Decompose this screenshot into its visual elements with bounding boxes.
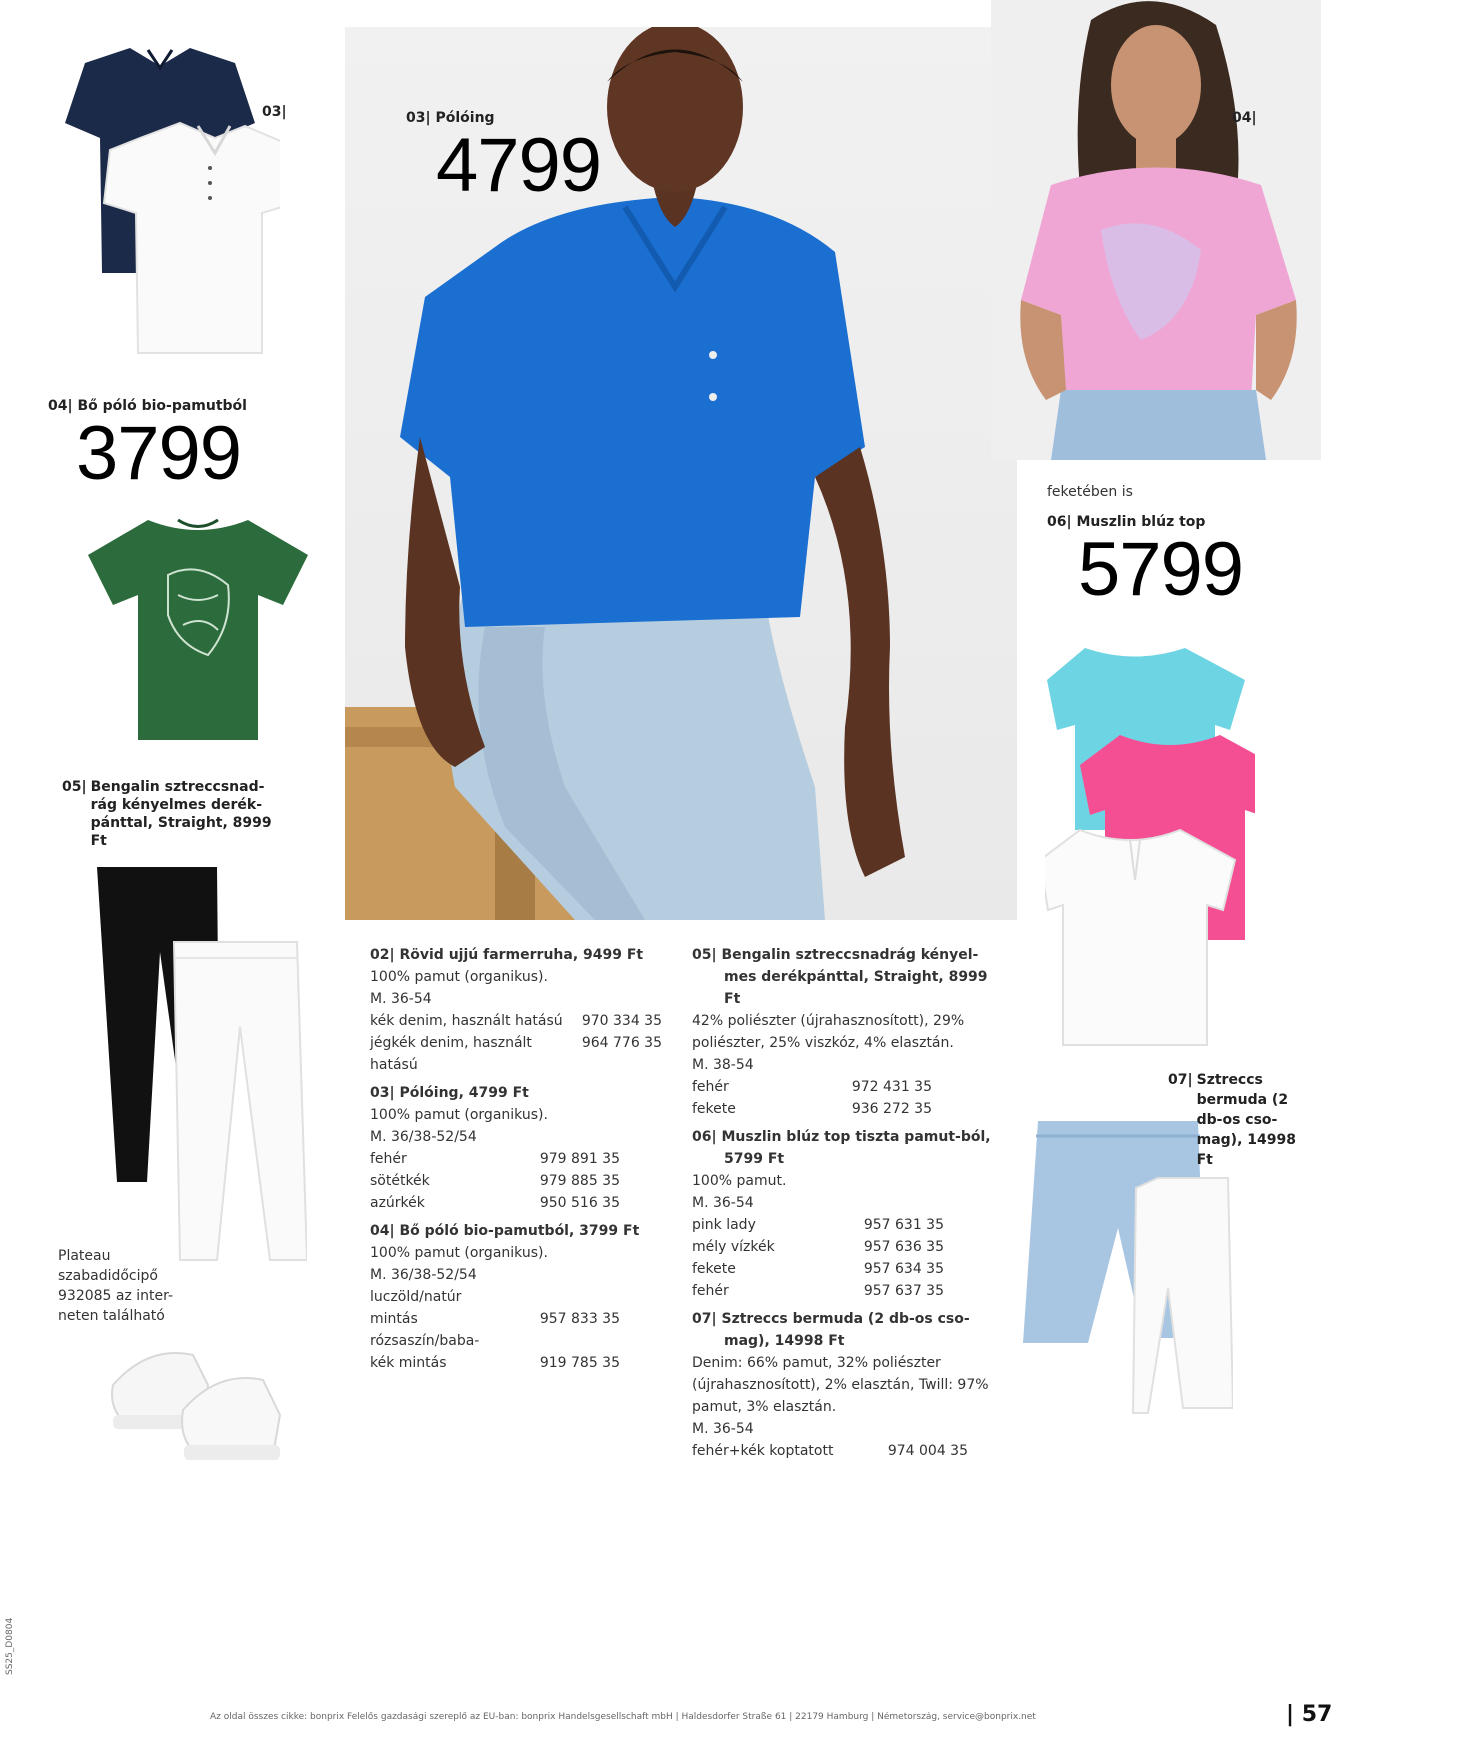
pants-label-number: 05| xyxy=(62,779,87,795)
price-label-06: 06| Muszlin blúz top xyxy=(1047,514,1206,530)
price-04: 3799 xyxy=(76,411,242,496)
desc-sizes: M. 36/38-52/54 xyxy=(370,1129,477,1145)
row-code: 957 631 35 xyxy=(863,1217,944,1233)
row-color: sötétkék xyxy=(370,1173,430,1189)
row-code: 957 636 35 xyxy=(863,1239,944,1255)
desc-sizes: M. 36-54 xyxy=(370,991,432,1007)
desc-title-text: Rövid ujjú farmerruha, 9499 Ft xyxy=(399,947,644,963)
table-row xyxy=(692,1236,944,1258)
footer-legal-text: Az oldal összes cikke: bonprix Felelős gazdasági szereplő az EU-ban: bonprix Handelsgesellschaft mbH | Haldesdorfer Straße 61 | 22179 Hamburg | Németország, service@bonprix.net xyxy=(210,1712,1036,1722)
bermuda-label-text: Sztreccs bermuda (2 db-os cso-mag), 14998 Ft xyxy=(1196,1072,1296,1168)
row-code: 957 637 35 xyxy=(863,1283,944,1299)
desc-number: 03| xyxy=(370,1085,395,1101)
table-row xyxy=(692,1098,932,1120)
desc-title xyxy=(692,1308,992,1352)
table-row xyxy=(692,1076,932,1098)
row-code: 970 334 35 xyxy=(581,1013,662,1029)
side-code: SS25_D0804 xyxy=(5,1617,15,1675)
table-row xyxy=(692,1440,968,1462)
desc-title xyxy=(370,1082,662,1104)
table-row xyxy=(692,1280,944,1302)
desc-item-04 xyxy=(370,1220,662,1374)
desc-material: 100% pamut (organikus). xyxy=(370,969,548,985)
desc-title xyxy=(692,944,992,1010)
table-row xyxy=(370,1148,620,1170)
row-code: 979 891 35 xyxy=(539,1151,620,1167)
row-code: 919 785 35 xyxy=(539,1355,620,1371)
desc-item-05 xyxy=(692,944,992,1120)
model-photo-pink-tee xyxy=(991,0,1321,460)
desc-number: 04| xyxy=(370,1223,395,1239)
row-color: fekete xyxy=(692,1101,736,1117)
desc-title-text: Sztreccs bermuda (2 db-os cso-mag), 14998 Ft xyxy=(721,1311,970,1349)
desc-sizes: M. 36/38-52/54 xyxy=(370,1267,477,1283)
row-color: luczöld/natúr mintás xyxy=(370,1289,462,1327)
desc-title xyxy=(370,1220,662,1242)
row-code: 936 272 35 xyxy=(851,1101,932,1117)
green-tee-image xyxy=(78,505,318,745)
desc-title xyxy=(692,1126,992,1170)
desc-item-06 xyxy=(692,1126,992,1302)
desc-title xyxy=(370,944,662,966)
desc-material: Denim: 66% pamut, 32% poliészter (újrahasznosított), 2% elasztán, Twill: 97% pamut, 3% elasztán. xyxy=(692,1355,989,1415)
description-column-1 xyxy=(370,944,662,1374)
polo-shirts-image xyxy=(40,28,280,368)
row-color: mély vízkék xyxy=(692,1239,775,1255)
pants-label xyxy=(62,778,282,850)
desc-title-text: Pólóing, 4799 Ft xyxy=(399,1085,529,1101)
row-code: 979 885 35 xyxy=(539,1173,620,1189)
table-row xyxy=(370,1286,620,1330)
row-color: rózsaszín/baba-kék mintás xyxy=(370,1333,480,1371)
row-code: 972 431 35 xyxy=(851,1079,932,1095)
row-color: pink lady xyxy=(692,1217,756,1233)
desc-sizes: M. 38-54 xyxy=(692,1057,754,1073)
muslin-blouses-image xyxy=(1045,640,1255,1050)
desc-number: 07| xyxy=(692,1311,717,1327)
desc-number: 05| xyxy=(692,947,717,963)
straight-pants-image xyxy=(92,862,307,1262)
desc-material: 100% pamut. xyxy=(692,1173,787,1189)
table-row xyxy=(370,1192,620,1214)
table-row xyxy=(370,1032,662,1076)
desc-number: 06| xyxy=(692,1129,717,1145)
table-row xyxy=(370,1010,662,1032)
desc-number: 02| xyxy=(370,947,395,963)
row-color: azúrkék xyxy=(370,1195,425,1211)
sneakers-image xyxy=(108,1330,283,1470)
desc-item-03 xyxy=(370,1082,662,1214)
desc-material: 100% pamut (organikus). xyxy=(370,1107,548,1123)
table-row xyxy=(692,1258,944,1280)
row-color: fehér xyxy=(370,1151,407,1167)
bermuda-label-number: 07| xyxy=(1168,1072,1193,1088)
desc-title-text: Bő póló bio-pamutból, 3799 Ft xyxy=(399,1223,640,1239)
row-code: 950 516 35 xyxy=(539,1195,620,1211)
desc-sizes: M. 36-54 xyxy=(692,1421,754,1437)
row-code: 964 776 35 xyxy=(581,1035,662,1051)
row-color: fehér xyxy=(692,1283,729,1299)
price-06: 5799 xyxy=(1078,527,1244,612)
row-color: fehér xyxy=(692,1079,729,1095)
row-code: 957 833 35 xyxy=(539,1311,620,1327)
desc-sizes: M. 36-54 xyxy=(692,1195,754,1211)
shoe-label: Plateau szabadidőcipő 932085 az inter-neten található xyxy=(58,1248,174,1324)
desc-material: 100% pamut (organikus). xyxy=(370,1245,548,1261)
price-label-03: 03| Pólóing xyxy=(406,110,495,126)
page-number: | 57 xyxy=(1286,1702,1333,1727)
table-row xyxy=(370,1330,620,1374)
row-color: fehér+kék koptatott xyxy=(692,1443,834,1459)
bermuda-label xyxy=(1168,1070,1303,1170)
row-code: 974 004 35 xyxy=(887,1443,968,1459)
row-color: fekete xyxy=(692,1261,736,1277)
marker-04: 04| xyxy=(1232,110,1257,126)
desc-title-text: Bengalin sztreccsnadrág kényel-mes derékpánttal, Straight, 8999 Ft xyxy=(721,947,988,1007)
table-row xyxy=(370,1170,620,1192)
desc-material: 42% poliészter (újrahasznosított), 29% poliészter, 25% viszkóz, 4% elasztán. xyxy=(692,1013,965,1051)
color-note-06: feketében is xyxy=(1047,484,1133,500)
row-code: 957 634 35 xyxy=(863,1261,944,1277)
row-color: jégkék denim, használt hatású xyxy=(370,1035,532,1073)
table-row xyxy=(692,1214,944,1236)
pants-label-text: Bengalin sztreccsnad-rág kényelmes derék-pánttal, Straight, 8999 Ft xyxy=(90,779,272,849)
price-label-04: 04| Bő póló bio-pamutból xyxy=(48,398,247,414)
desc-item-02 xyxy=(370,944,662,1076)
marker-03: 03| xyxy=(262,104,287,120)
desc-title-text: Muszlin blúz top tiszta pamut-ból, 5799 Ft xyxy=(721,1129,991,1167)
desc-item-07 xyxy=(692,1308,992,1462)
price-03: 4799 xyxy=(436,123,602,208)
description-column-2 xyxy=(692,944,992,1462)
row-color: kék denim, használt hatású xyxy=(370,1013,563,1029)
